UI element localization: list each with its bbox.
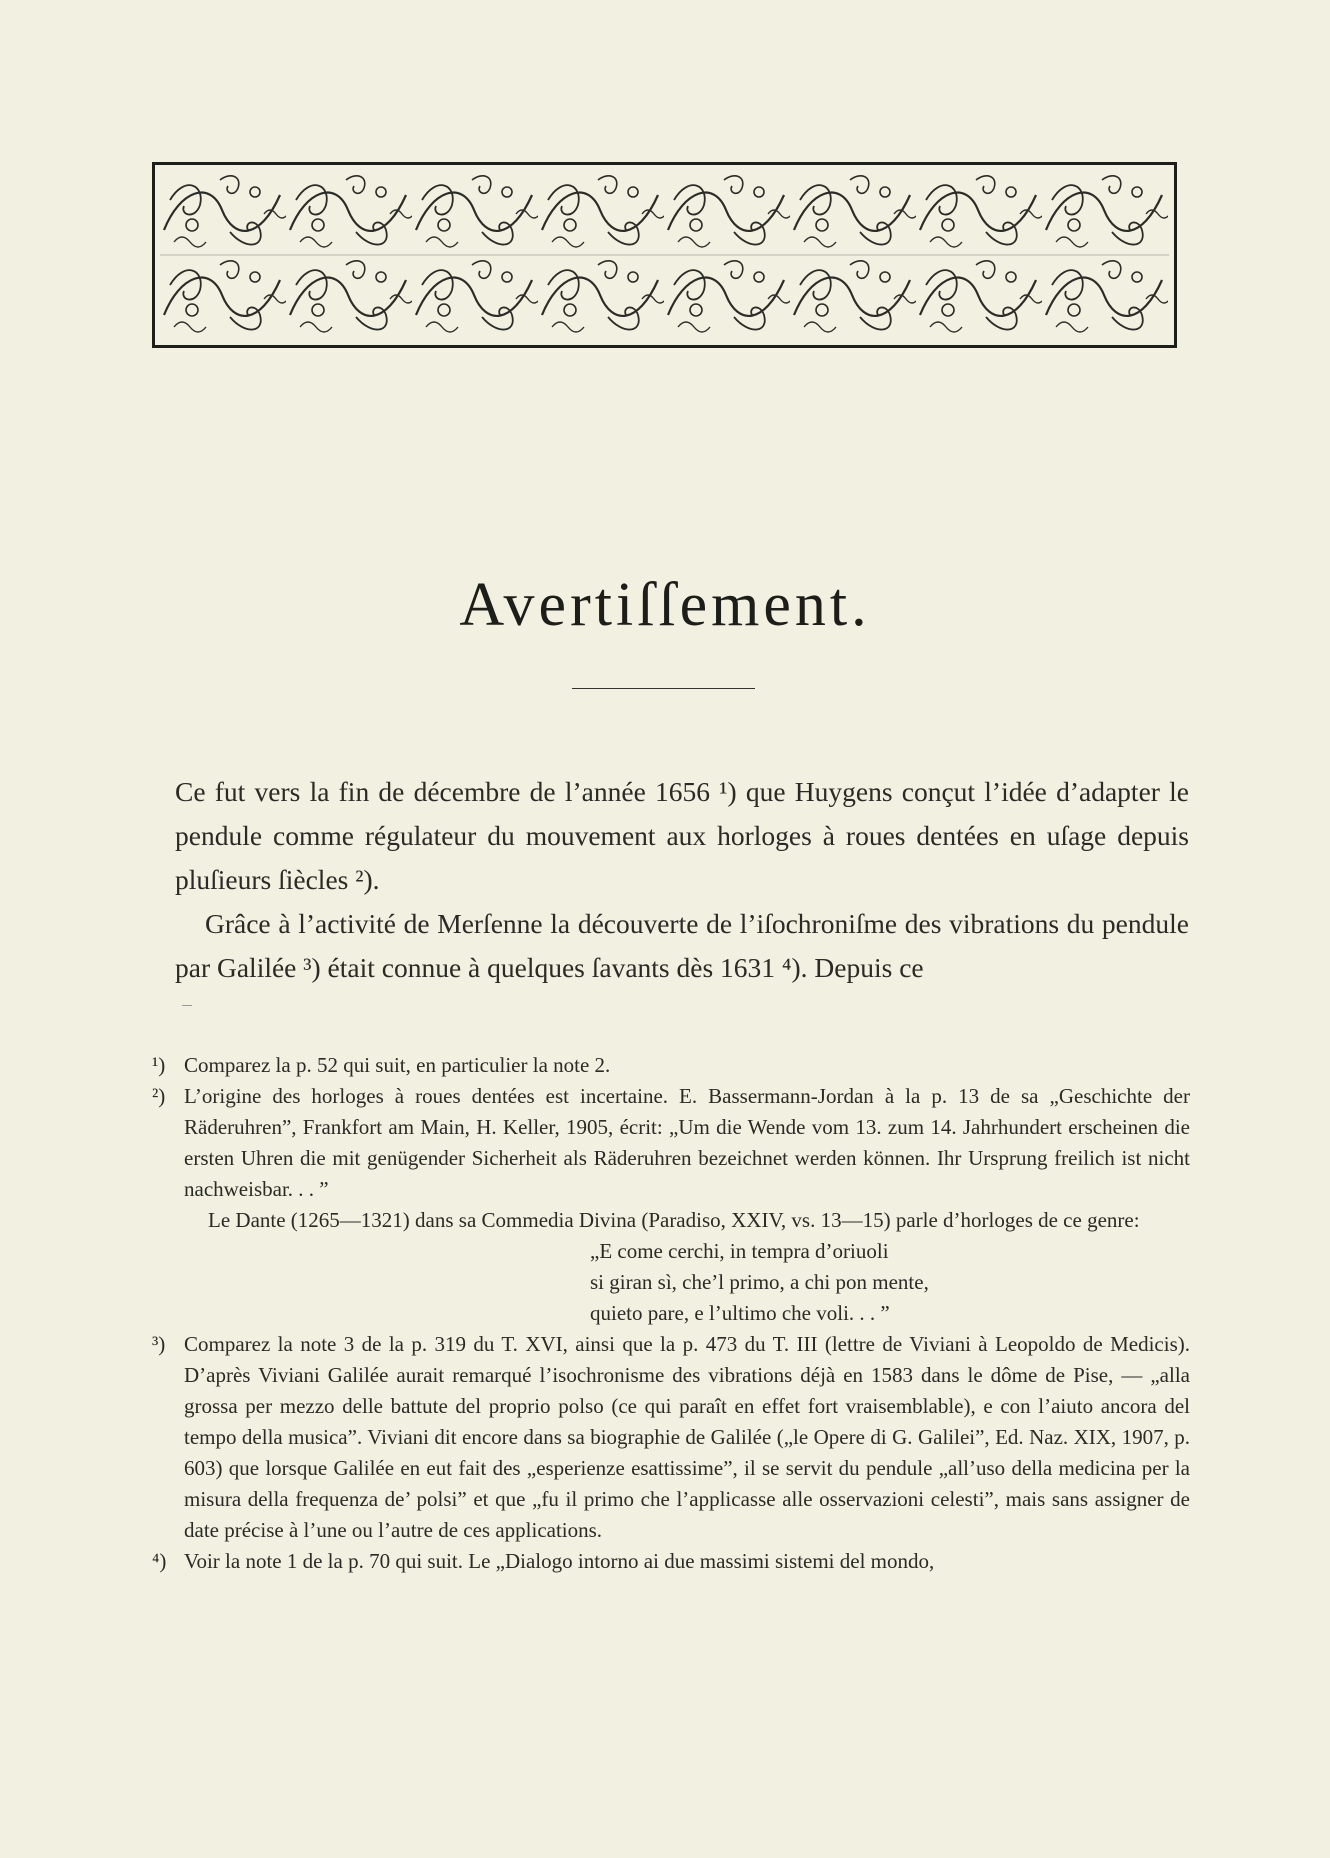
- title-divider: [572, 688, 755, 689]
- footnote-2: [152, 1081, 1190, 1329]
- main-text: [175, 770, 1189, 990]
- footnote-number: ¹): [152, 1053, 166, 1077]
- footnote-number: ⁴): [152, 1549, 167, 1573]
- footnote-number: ³): [152, 1332, 166, 1356]
- verse-quote: [184, 1236, 1190, 1329]
- footnote-4: [152, 1546, 1190, 1577]
- paragraph-2: Grâce à l’activité de Merſenne la découverte de l’iſochroniſme des vibrations du pendule par Galilée ³) était connue à quelques ſavants dès 1631 ⁴). Depuis ce: [175, 908, 1189, 983]
- footnote-text: Voir la note 1 de la p. 70 qui suit. Le „Dialogo intorno ai due massimi sistemi del mondo,: [184, 1549, 935, 1573]
- verse-line: „E come cerchi, in tempra d’oriuoli: [590, 1239, 889, 1263]
- footnote-1: [152, 1050, 1190, 1081]
- footnote-separator: [182, 1005, 192, 1006]
- footnote-3: [152, 1329, 1190, 1546]
- footnote-text: Comparez la note 3 de la p. 319 du T. XVI, ainsi que la p. 473 du T. III (lettre de Viviani à Leopoldo de Medicis). D’après Viviani Galilée aurait remarqué l’isochronisme des vibrations déjà en 1583 dans le dôme de Pise, — „alla grossa per mezzo delle battute del proprio polso (ce qui paraît en effet fort vraisemblable), e con l’aiuto ancora del tempo della musica”. Viviani dit encore dans sa biographie de Galilée („le Opere di G. Galilei”, Ed. Naz. XIX, 1907, p. 603) que lorsque Galilée en eut fait des „esperienze esattissime”, il se servit du pendule „all’uso della medicina per la misura della frequenza de’ polsi” et que „fu il primo che l’applicasse alle osservazioni celesti”, mais sans assigner de date précise à l’une ou l’autre de ces applications.: [184, 1332, 1190, 1542]
- header-ornament: [152, 162, 1177, 348]
- footnote-number: ²): [152, 1084, 166, 1108]
- page-title: Avertiſſement.: [459, 571, 871, 639]
- footnotes: [152, 1050, 1190, 1577]
- vine-ornament-icon: [160, 170, 1169, 340]
- footnote-text: L’origine des horloges à roues dentées est incertaine. E. Bassermann-Jordan à la p. 13 de sa „Geschichte der Räderuhren”, Frankfort am Main, H. Keller, 1905, écrit: „Um die Wende vom 13. zum 14. Jahrhundert erscheinen die ersten Uhren die mit genügender Sicherheit als Räderuhren bezeichnet werden können. Ihr Ursprung freilich ist nicht nachweisbar. . . ”: [184, 1084, 1190, 1201]
- footnote-continuation: Le Dante (1265—1321) dans sa Commedia Divina (Paradiso, XXIV, vs. 13—15) parle d’horloges de ce genre:: [208, 1208, 1140, 1232]
- footnote-text: Comparez la p. 52 qui suit, en particulier la note 2.: [184, 1053, 611, 1077]
- verse-line: quieto pare, e l’ultimo che voli. . . ”: [590, 1301, 890, 1325]
- verse-line: si giran sì, che’l primo, a chi pon mente,: [590, 1270, 929, 1294]
- paragraph-1: Ce fut vers la fin de décembre de l’année 1656 ¹) que Huygens conçut l’idée d’adapter le pendule comme régulateur du mouvement aux horloges à roues dentées en uſage depuis pluſieurs ſiècles ²).: [175, 776, 1189, 895]
